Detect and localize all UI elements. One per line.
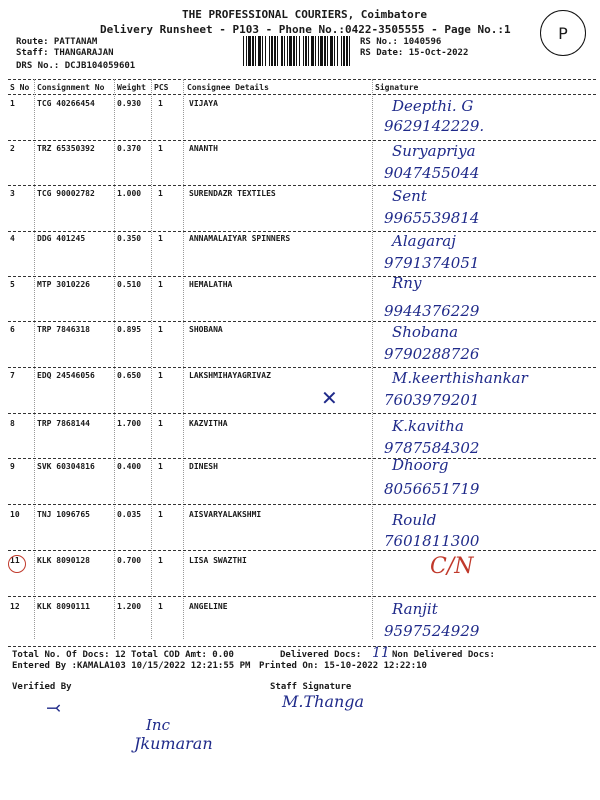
entered-by: Entered By :KAMALA103 10/15/2022 12:21:55 PM <box>12 661 251 671</box>
row-weight: 0.895 <box>117 325 142 334</box>
col-signature: Signature <box>375 83 419 92</box>
col-divider <box>372 79 373 639</box>
row-weight: 0.510 <box>117 280 142 289</box>
row-consignment-no: TCG 90002782 <box>37 189 95 198</box>
page-mark-circle: P <box>540 10 586 56</box>
row-pcs: 1 <box>158 556 163 565</box>
row-consignment-no: KLK 8090128 <box>37 556 90 565</box>
col-consignment: Consignment No <box>37 83 105 92</box>
row-consignment-no: KLK 8090111 <box>37 602 90 611</box>
row-consignment-no: DDG 401245 <box>37 234 86 243</box>
row-pcs: 1 <box>158 280 163 289</box>
row-phone-hand: 9047455044 <box>384 164 480 182</box>
row-weight: 1.700 <box>117 419 142 428</box>
row-phone-hand: 7603979201 <box>384 391 480 409</box>
row-separator <box>8 550 596 551</box>
row-signature-hand: Ranjit <box>392 600 438 618</box>
row-consignment-no: TCG 40266454 <box>37 99 95 108</box>
verify-signature-hand: Jkumaran <box>134 734 213 753</box>
row-phone-hand: 9791374051 <box>384 254 480 272</box>
row-sno: 10 <box>10 510 20 519</box>
row-separator <box>8 504 596 505</box>
row-weight: 0.370 <box>117 144 142 153</box>
row-phone-hand: 9597524929 <box>384 622 480 640</box>
row-sno: 2 <box>10 144 15 153</box>
row-consignee: DINESH <box>189 462 218 471</box>
row-sno: 5 <box>10 280 15 289</box>
row-signature-hand: Rould <box>392 511 437 529</box>
row-phone-hand: 9629142229. <box>384 117 485 135</box>
col-divider <box>114 79 115 639</box>
row-phone-hand: 7601811300 <box>384 532 480 550</box>
row-separator <box>8 140 596 141</box>
row-consignment-no: TRP 7868144 <box>37 419 90 428</box>
col-pcs: PCS <box>154 83 169 92</box>
staff-label: Staff: THANGARAJAN <box>16 48 114 58</box>
row-consignee: ANANTH <box>189 144 218 153</box>
row-weight: 0.700 <box>117 556 142 565</box>
row-consignment-no: TNJ 1096765 <box>37 510 90 519</box>
delivered-count-hand: 11 <box>372 645 390 661</box>
row-consignment-no: SVK 60304816 <box>37 462 95 471</box>
rs-no-label: RS No.: 1040596 <box>360 37 442 47</box>
non-delivered-docs: Non Delivered Docs: <box>392 650 495 660</box>
row-separator <box>8 458 596 459</box>
row-consignee: LAKSHMIHAYAGRIVAZ <box>189 371 271 380</box>
row-signature-hand: Sent <box>392 187 427 205</box>
row-consignee: ANNAMALAIYAR SPINNERS <box>189 234 291 243</box>
row-weight: 1.000 <box>117 189 142 198</box>
row-sno: 12 <box>10 602 20 611</box>
printed-on: Printed On: 15-10-2022 12:22:10 <box>259 661 427 671</box>
row-phone-hand: 9965539814 <box>384 209 480 227</box>
rs-date-label: RS Date: 15-Oct-2022 <box>360 48 469 58</box>
row-pcs: 1 <box>158 99 163 108</box>
total-docs: Total No. Of Docs: 12 <box>12 650 126 660</box>
col-divider <box>34 79 35 639</box>
row-weight: 0.930 <box>117 99 142 108</box>
row-signature-hand: Suryapriya <box>392 142 476 160</box>
row-consignee: AISVARYALAKSHMI <box>189 510 262 519</box>
row-consignment-no: MTP 3010226 <box>37 280 90 289</box>
col-divider <box>151 79 152 639</box>
row-phone-hand: 9787584302 <box>384 439 480 457</box>
col-consignee: Consignee Details <box>187 83 269 92</box>
row-consignee: KAZVITHA <box>189 419 228 428</box>
drs-label: DRS No.: DCJB104059601 <box>16 61 136 71</box>
row-pcs: 1 <box>158 144 163 153</box>
staff-signature-hand: M.Thanga <box>282 692 365 711</box>
row-consignee: ANGELINE <box>189 602 228 611</box>
row-weight: 0.035 <box>117 510 142 519</box>
company-title: THE PROFESSIONAL COURIERS, Coimbatore <box>182 8 428 21</box>
row-signature-hand: Deepthi. G <box>392 97 474 115</box>
row-sno: 8 <box>10 419 15 428</box>
verified-by-label: Verified By <box>12 682 72 692</box>
row-phone-hand: 9944376229 <box>384 302 480 320</box>
header-bottom-line <box>8 94 596 95</box>
verify-note-hand: Inc <box>146 716 170 734</box>
row-pcs: 1 <box>158 189 163 198</box>
row-signature-hand: Dhoorg <box>392 456 449 474</box>
row-consignee: SHOBANA <box>189 325 223 334</box>
row-separator <box>8 185 596 186</box>
row-sno: 3 <box>10 189 15 198</box>
row-consignee: VIJAYA <box>189 99 218 108</box>
row-sno: 4 <box>10 234 15 243</box>
header-top-line <box>8 79 596 80</box>
row-phone-hand: 8056651719 <box>384 480 480 498</box>
total-cod: Total COD Amt: 0.00 <box>131 650 234 660</box>
row-weight: 1.200 <box>117 602 142 611</box>
row-signature-hand: Alagaraj <box>392 232 456 250</box>
row-consignee: SURENDAZR TEXTILES <box>189 189 276 198</box>
row-pcs: 1 <box>158 371 163 380</box>
barcode-image <box>243 36 351 66</box>
col-weight: Weight <box>117 83 146 92</box>
row-signature-hand: Rny <box>392 274 422 292</box>
row-consignee: HEMALATHA <box>189 280 233 289</box>
row-pcs: 1 <box>158 234 163 243</box>
row-separator <box>8 596 596 597</box>
row-weight: 0.650 <box>117 371 142 380</box>
row-signature-hand: K.kavitha <box>392 417 464 435</box>
row-weight: 0.400 <box>117 462 142 471</box>
row-signature-hand: M.keerthishankar <box>392 369 528 387</box>
row-separator <box>8 231 596 232</box>
row-separator <box>8 367 596 368</box>
col-sno: S No <box>10 83 30 92</box>
verified-mark: ⤙ <box>46 698 62 719</box>
row-pcs: 1 <box>158 510 163 519</box>
row-pcs: 1 <box>158 462 163 471</box>
row-consignment-no: EDQ 24546056 <box>37 371 95 380</box>
row-separator <box>8 321 596 322</box>
delivered-docs: Delivered Docs: <box>280 650 362 660</box>
row-sno: 7 <box>10 371 15 380</box>
row-pcs: 1 <box>158 419 163 428</box>
staff-signature-label: Staff Signature <box>270 682 352 692</box>
row-weight: 0.350 <box>117 234 142 243</box>
row-sno: 9 <box>10 462 15 471</box>
footer-top-line <box>8 646 596 647</box>
row-phone-hand: 9790288726 <box>384 345 480 363</box>
row-separator <box>8 413 596 414</box>
row-consignment-no: TRP 7846318 <box>37 325 90 334</box>
row-sno: 1 <box>10 99 15 108</box>
runsheet-subtitle: Delivery Runsheet - P103 - Phone No.:0422-3505555 - Page No.:1 <box>100 23 511 36</box>
row-separator <box>8 276 596 277</box>
row-pcs: 1 <box>158 602 163 611</box>
col-divider <box>183 79 184 639</box>
row-consignee: LISA SWAZTHI <box>189 556 247 565</box>
row-11-red-circle <box>8 555 26 573</box>
row-consignment-no: TRZ 65350392 <box>37 144 95 153</box>
row-sno: 11 <box>10 556 20 565</box>
row-pcs: 1 <box>158 325 163 334</box>
row-signature-hand: Shobana <box>392 323 459 341</box>
route-label: Route: PATTANAM <box>16 37 98 47</box>
cross-mark: ✕ <box>321 386 338 410</box>
row-signature-hand: C/N <box>430 554 474 579</box>
row-sno: 6 <box>10 325 15 334</box>
